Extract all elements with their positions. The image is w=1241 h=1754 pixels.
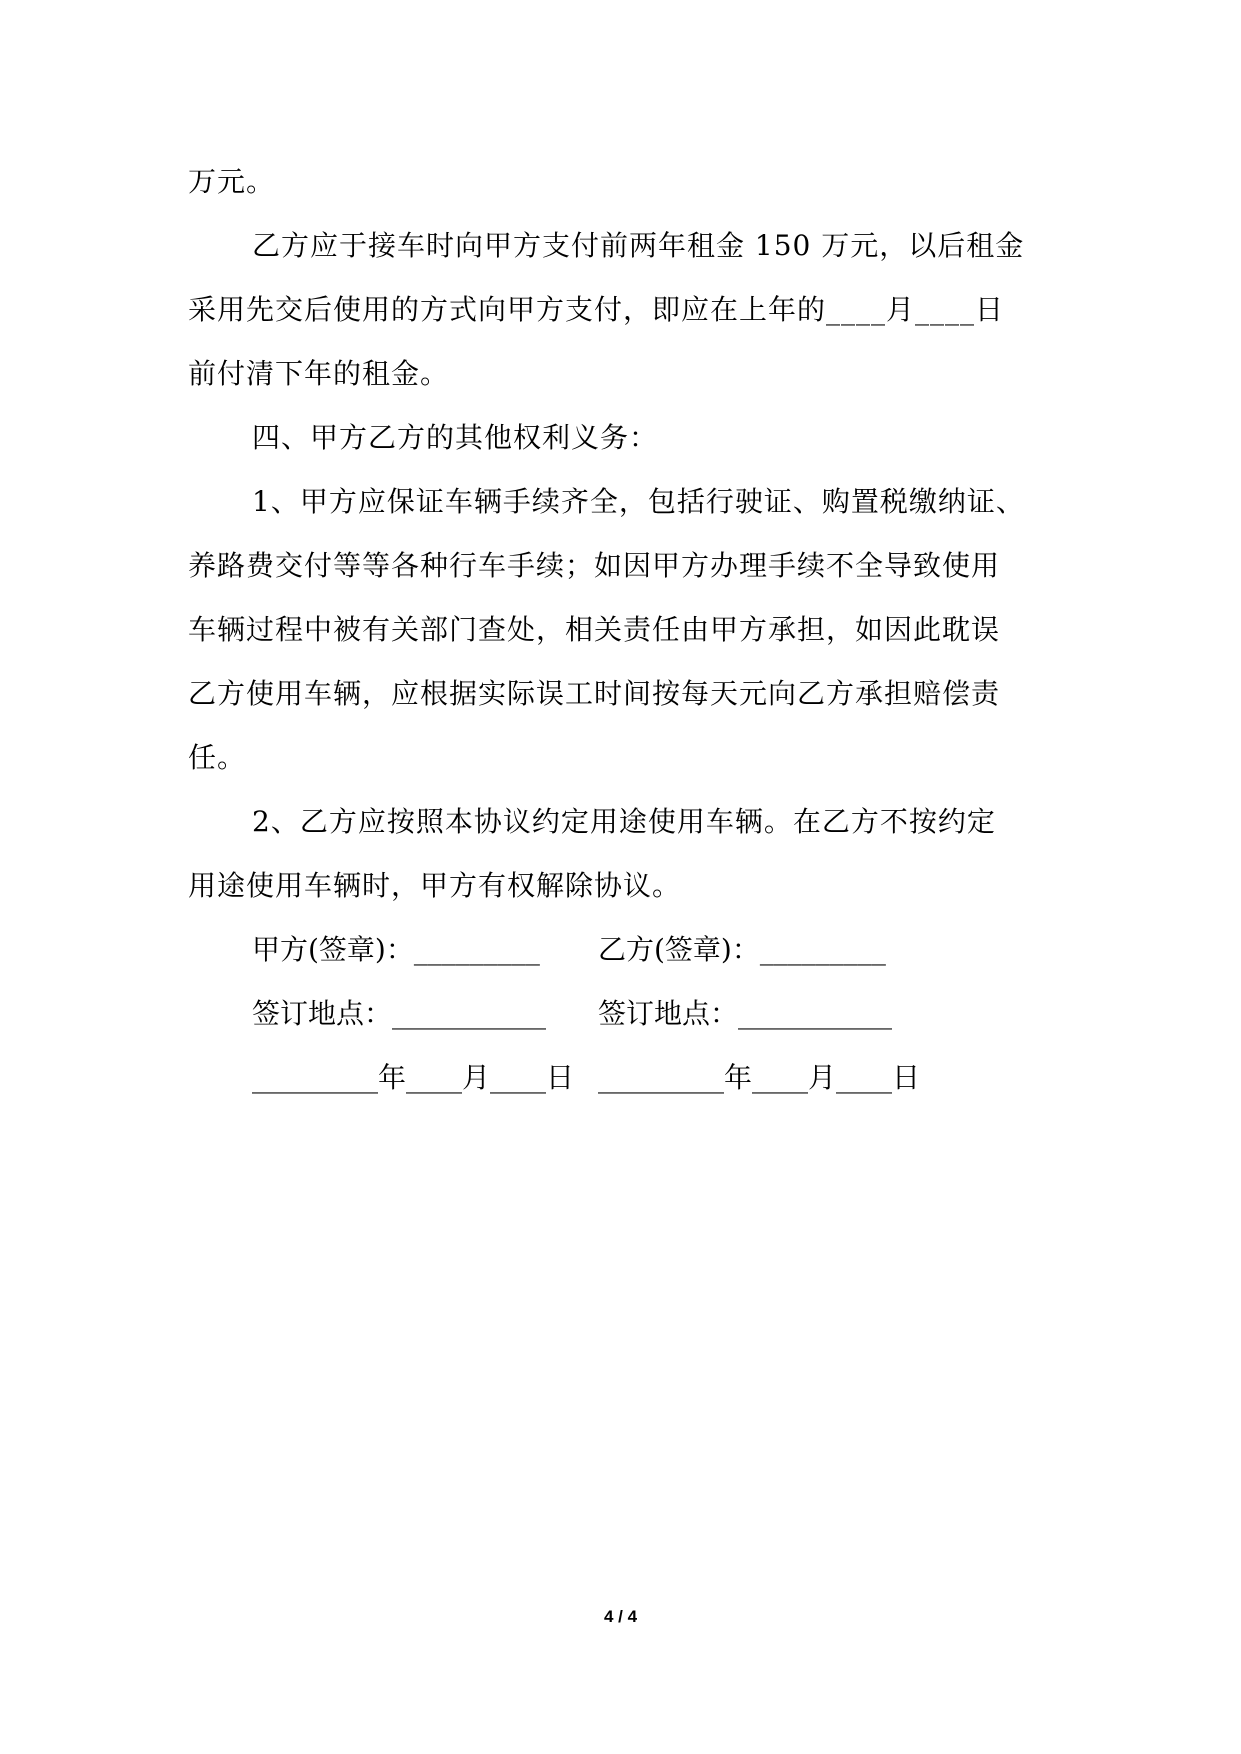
party-a-signature: 甲方(签章)：_________ xyxy=(252,933,540,966)
paragraph-line: 任。 xyxy=(188,741,247,774)
paragraph-line: 养路费交付等等各种行车手续；如因甲方办理手续不全导致使用 xyxy=(188,549,1001,582)
paragraph-line: 乙方使用车辆，应根据实际误工时间按每天元向乙方承担赔偿责 xyxy=(188,677,1001,710)
paragraph-line: 2、乙方应按照本协议约定用途使用车辆。在乙方不按约定 xyxy=(252,805,996,838)
paragraph-line: 1、甲方应保证车辆手续齐全，包括行驶证、购置税缴纳证、 xyxy=(252,485,1025,518)
section-heading: 四、甲方乙方的其他权利义务： xyxy=(252,421,659,454)
party-b-date: _________年____月____日 xyxy=(598,1061,921,1094)
page-number: 4 / 4 xyxy=(603,1607,638,1626)
paragraph-line: 前付清下年的租金。 xyxy=(188,357,450,390)
party-a-date: _________年____月____日 xyxy=(252,1061,575,1094)
date-row xyxy=(188,1046,1068,1110)
paragraph-line: 乙方应于接车时向甲方支付前两年租金 150 万元，以后租金 xyxy=(252,229,1025,262)
signature-row xyxy=(188,918,1068,982)
party-a-place: 签订地点：___________ xyxy=(252,997,547,1030)
document-body xyxy=(188,150,1068,1110)
party-b-signature: 乙方(签章)：_________ xyxy=(598,933,886,966)
paragraph-line: 用途使用车辆时，甲方有权解除协议。 xyxy=(188,869,682,902)
paragraph-line: 万元。 xyxy=(188,165,276,198)
paragraph-line: 采用先交后使用的方式向甲方支付，即应在上年的____月____日 xyxy=(188,293,1005,326)
party-b-place: 签订地点：___________ xyxy=(598,997,893,1030)
paragraph-line: 车辆过程中被有关部门查处，相关责任由甲方承担，如因此耽误 xyxy=(188,613,1001,646)
place-row xyxy=(188,982,1068,1046)
